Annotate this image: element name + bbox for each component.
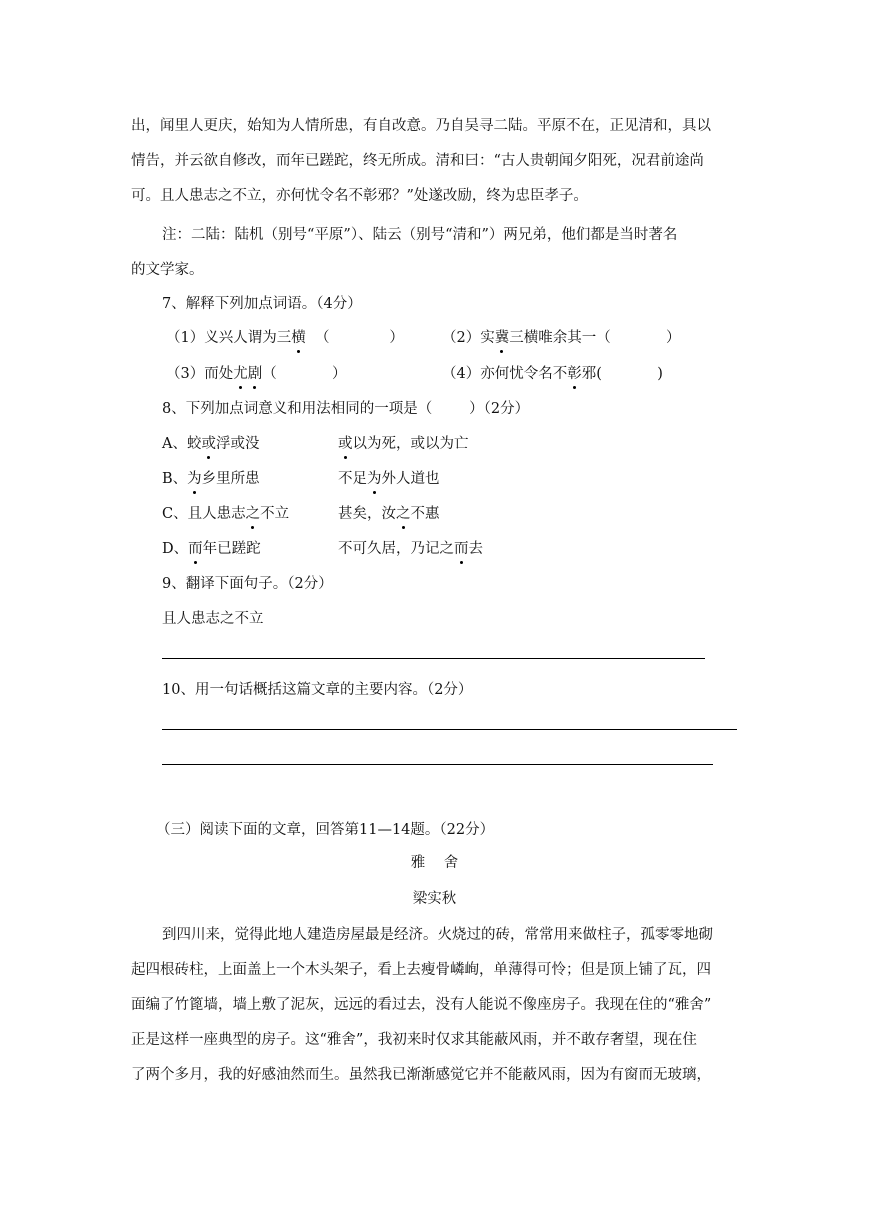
- q8-a-right-post: 以为死，或以为亡: [352, 436, 469, 452]
- q8-d-right-post: 去: [468, 541, 483, 557]
- q8-a-left-dotted: 或: [201, 436, 216, 452]
- q8-b-left-dotted: 为: [187, 471, 202, 487]
- q8-option-c-left[interactable]: [162, 504, 289, 524]
- q10-answer-line-2[interactable]: [162, 764, 713, 765]
- q7-item-3-dotted-1: 尤: [233, 366, 248, 382]
- question-9-stem: 9、翻译下面句子。（2分）: [162, 576, 333, 592]
- q8-b-right-pre: 不足: [338, 471, 367, 487]
- q7-item-2-dotted: 冀: [494, 330, 510, 346]
- q8-b-right-dotted: 为: [367, 471, 382, 487]
- q7-item-2: [442, 328, 681, 348]
- q7-item-2-text: （2）实: [442, 330, 495, 346]
- q8-option-b-left[interactable]: [162, 469, 260, 489]
- essay-line-3: 面编了竹篦墙，墙上敷了泥灰，远远的看过去，没有人能说不像座房子。我现在住的“雅舍”: [131, 997, 712, 1013]
- q8-c-right-dotted: 之: [396, 506, 411, 522]
- q8-c-left-post: 不立: [260, 506, 290, 522]
- essay-line-4: 正是这样一座典型的房子。这“雅舍”，我初来时仅求其能蔽风雨，并不敢存奢望，现在住: [131, 1032, 697, 1048]
- q7-item-1-text: （1）义兴人谓为三: [166, 330, 292, 346]
- q10-answer-line-1[interactable]: [162, 729, 737, 730]
- q8-c-right-pre: 甚矣，汝: [338, 506, 396, 522]
- question-7-stem: 7、解释下列加点词语。（4分）: [162, 296, 362, 312]
- question-9-sentence: 且人患志之不立: [162, 611, 264, 627]
- q7-item-2-blank[interactable]: 三横唯余其一（ ）: [509, 330, 681, 346]
- q7-item-3-dotted-2: 剧: [247, 366, 263, 382]
- question-8-stem: 8、下列加点词意义和用法相同的一项是（ ）（2分）: [162, 401, 530, 417]
- question-10-stem: 10、用一句话概括这篇文章的主要内容。（2分）: [162, 682, 473, 698]
- q7-item-1-blank[interactable]: （ ）: [305, 330, 404, 346]
- section-3-header: （三）阅读下面的文章，回答第11—14题。（22分）: [156, 822, 495, 838]
- q8-d-left-pre: D、: [162, 541, 189, 557]
- q7-item-4-dotted: 彰: [567, 366, 582, 382]
- q8-d-right-dotted: 而: [454, 541, 469, 557]
- essay-line-1: 到四川来，觉得此地人建造房屋最是经济。火烧过的砖，常常用来做柱子，孤零零地砌: [162, 927, 713, 943]
- q8-option-a-left[interactable]: [162, 434, 259, 454]
- q8-b-left-post: 乡里所患: [201, 471, 260, 487]
- q8-option-d-right: [338, 539, 483, 559]
- q8-c-left-pre: C、且人患志: [162, 506, 246, 522]
- q8-d-left-post: 年已蹉跎: [202, 541, 261, 557]
- q8-d-right-pre: 不可久居，乃记之: [338, 541, 454, 557]
- essay-title: 雅 舍: [410, 855, 459, 871]
- q7-item-4-blank[interactable]: 邪( ): [581, 366, 663, 382]
- q8-option-b-right: [338, 469, 440, 489]
- essay-author: 梁实秋: [412, 891, 457, 907]
- q7-item-3-text: （3）而处: [166, 366, 234, 382]
- essay-line-5: 了两个多月，我的好感油然而生。虽然我已渐渐感觉它并不能蔽风雨，因为有窗而无玻璃，: [131, 1067, 711, 1083]
- passage-line-2: 情告，并云欲自修改，而年已蹉跎，终无所成。清和曰：“古人贵朝闻夕阳死，况君前途尚: [131, 153, 704, 169]
- q7-item-1: [166, 328, 404, 348]
- q8-d-left-dotted: 而: [188, 541, 203, 557]
- q7-item-1-dotted: 横: [291, 330, 306, 346]
- q8-option-a-right: [338, 434, 469, 454]
- q8-c-left-dotted: 之: [245, 506, 261, 522]
- q8-option-d-left[interactable]: [162, 539, 261, 559]
- q8-a-right-dotted: 或: [338, 436, 353, 452]
- q7-item-4-text: （4）亦何忧令名不: [442, 366, 568, 382]
- q7-item-3-blank[interactable]: （ ）: [262, 366, 347, 382]
- q8-a-left-post: 浮或没: [215, 436, 260, 452]
- q8-option-c-right: [338, 504, 440, 524]
- note-line-2: 的文学家。: [131, 262, 204, 278]
- passage-line-3: 可。且人患志之不立，亦何忧令名不彰邪？”处遂改励，终为忠臣孝子。: [131, 188, 588, 204]
- q9-answer-line[interactable]: [162, 658, 705, 659]
- q7-item-3: [166, 364, 347, 384]
- passage-line-1: 出，闻里人更庆，始知为人情所患，有自改意。乃自吴寻二陆。平原不在，正见清和，具以: [131, 118, 711, 134]
- essay-line-2: 起四根砖柱，上面盖上一个木头架子，看上去瘦骨嶙峋，单薄得可怜；但是顶上铺了瓦，四: [131, 962, 711, 978]
- q8-b-left-pre: B、: [162, 471, 188, 487]
- q8-c-right-post: 不惠: [410, 506, 440, 522]
- note-line-1: 注：二陆：陆机（别号“平原”）、陆云（别号“清和”）两兄弟，他们都是当时著名: [162, 227, 678, 243]
- q8-b-right-post: 外人道也: [381, 471, 440, 487]
- q8-a-left-pre: A、蛟: [162, 436, 202, 452]
- q7-item-4: [442, 364, 663, 384]
